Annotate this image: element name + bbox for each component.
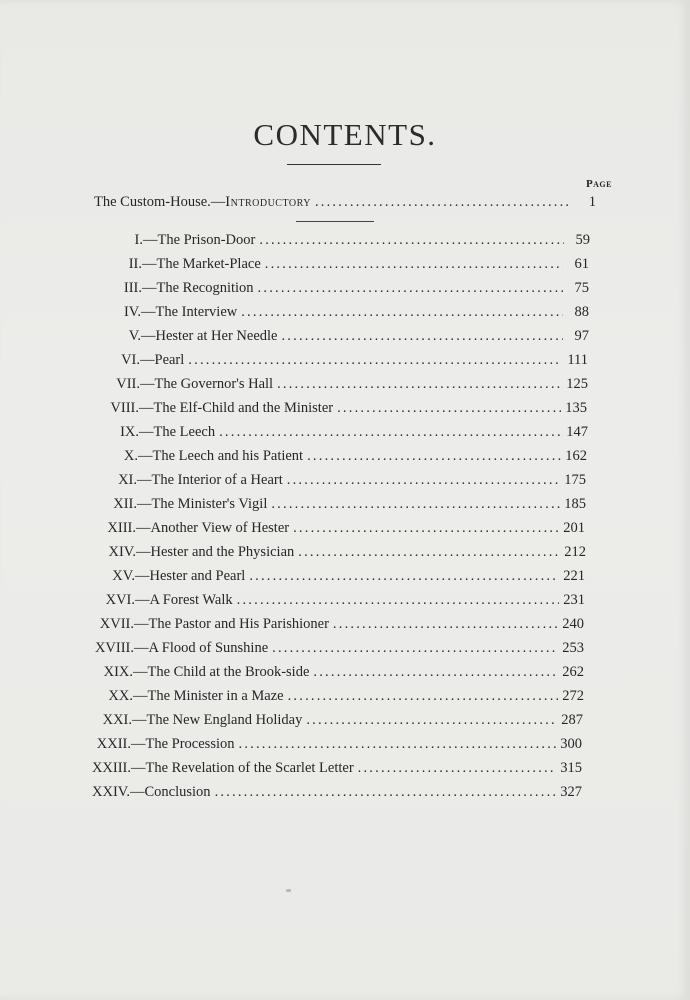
chapter-number: XXII. [96,736,131,752]
dot-leader [219,424,562,441]
chapter-title: The Market-Place [156,256,261,272]
chapter-number: V. [128,328,141,344]
toc-entry [86,280,589,300]
em-dash: — [138,448,153,464]
chapter-number: II. [128,256,142,272]
chapter-page-number: 61 [574,256,589,272]
toc-entry [77,688,584,708]
page-title: CONTENTS. [253,117,437,152]
chapter-title: The Revelation of the Scarlet Letter [145,760,354,776]
em-dash: — [131,736,146,752]
toc-entry [79,592,585,612]
dot-leader [337,400,561,417]
chapter-title: The Leech and his Patient [152,448,304,464]
toc-entry [84,352,588,372]
toc-entry [85,304,589,324]
chapter-page-number: 88 [574,304,589,320]
chapter-title: Conclusion [144,784,211,800]
em-dash: — [136,544,151,560]
chapter-page-number: 125 [566,376,588,392]
page-mark [286,889,291,892]
chapter-number: VIII. [110,400,139,416]
toc-entry [86,256,589,276]
em-dash: — [130,784,145,800]
dot-leader [259,232,564,249]
em-dash: — [139,424,154,440]
chapter-number: XXIII. [91,760,131,776]
toc-entry [84,376,588,396]
toc-entry [74,784,582,804]
em-dash: — [141,328,156,344]
chapter-page-number: 253 [562,640,584,656]
toc-entry [82,448,587,468]
toc-entry [77,664,584,684]
dot-leader [358,760,556,777]
dot-leader [307,448,561,465]
toc-entry [75,736,582,756]
chapter-number: XIX. [103,664,133,680]
chapter-title: The Child at the Brook-side [147,664,310,680]
dot-leader [288,688,558,705]
toc-entry [78,640,584,660]
chapter-page-number: 287 [561,712,583,728]
intro-subtitle: Introductory [225,194,311,210]
chapter-number: XIV. [108,544,136,560]
chapter-number: XV. [112,568,135,584]
page-column-heading: Page [585,178,612,190]
chapter-page-number: 221 [563,568,585,584]
em-dash: — [142,280,157,296]
chapter-title: Hester at Her Needle [155,328,278,344]
em-dash: — [137,496,152,512]
section-rule [296,221,374,222]
chapter-number: XI. [118,472,137,488]
chapter-number: I. [134,232,143,248]
em-dash: — [142,256,157,272]
dot-leader [237,592,559,609]
em-dash: — [131,760,146,776]
dot-leader [298,544,560,561]
chapter-number: XIII. [107,520,136,536]
em-dash: — [136,520,151,536]
dot-leader [313,664,558,681]
chapter-page-number: 147 [566,424,588,440]
chapter-title: The Pastor and His Parishioner [148,616,329,632]
chapter-page-number: 231 [563,592,585,608]
title-rule [287,164,381,165]
chapter-page-number: 175 [564,472,586,488]
toc-entry [81,472,586,492]
chapter-number: XVII. [99,616,134,632]
chapter-title: The Leech [153,424,216,440]
chapter-title: The Prison-Door [157,232,256,248]
em-dash: — [141,304,156,320]
toc-entry [87,232,590,252]
chapter-page-number: 185 [564,496,586,512]
em-dash: — [133,688,148,704]
intro-page-number: 1 [588,194,596,210]
chapter-number: X. [123,448,138,464]
chapter-title: The Interior of a Heart [151,472,283,488]
em-dash: — [134,640,149,656]
toc-entry [78,616,584,636]
chapter-number: XXI. [102,712,132,728]
dot-leader [315,194,570,211]
chapter-page-number: 315 [560,760,582,776]
em-dash: — [143,232,158,248]
toc-entry [83,400,587,420]
chapter-title: The Minister in a Maze [147,688,284,704]
chapter-page-number: 300 [560,736,582,752]
dot-leader [293,520,559,537]
chapter-page-number: 59 [575,232,590,248]
toc-entry [79,568,585,588]
chapter-page-number: 201 [563,520,585,536]
chapter-number: XXIV. [92,784,130,800]
chapter-number: III. [123,280,142,296]
chapter-page-number: 212 [564,544,586,560]
chapter-title: The Governor's Hall [154,376,274,392]
toc-entry [83,424,588,444]
toc-entry-introductory [94,194,596,211]
chapter-number: VII. [116,376,140,392]
dot-leader [188,352,562,369]
dot-leader [281,328,563,345]
dot-leader [271,496,560,513]
em-dash: — [133,664,148,680]
toc-entry [75,760,582,780]
toc-entry [76,712,583,732]
chapter-title: Another View of Hester [150,520,290,536]
dot-leader [241,304,563,321]
dot-leader [258,280,563,297]
chapter-title: The Procession [145,736,235,752]
dot-leader [287,472,560,489]
chapter-number: XVIII. [94,640,134,656]
dot-leader [306,712,557,729]
toc-entry [85,328,589,348]
em-dash: — [140,376,155,392]
chapter-number: XII. [113,496,137,512]
dot-leader [333,616,558,633]
chapter-page-number: 162 [565,448,587,464]
dot-leader [277,376,562,393]
chapter-page-number: 111 [567,352,588,368]
toc-entry [80,520,585,540]
chapter-title: The Minister's Vigil [151,496,268,512]
dot-leader [239,736,557,753]
chapter-title: The Interview [155,304,238,320]
chapter-number: XVI. [105,592,135,608]
chapter-number: IV. [123,304,141,320]
chapter-page-number: 135 [565,400,587,416]
chapter-number: XX. [108,688,133,704]
em-dash: — [139,400,154,416]
chapter-page-number: 97 [574,328,589,344]
dot-leader [272,640,558,657]
em-dash: — [134,616,149,632]
dot-leader [249,568,559,585]
toc-entry [80,544,586,564]
chapter-page-number: 240 [562,616,584,632]
em-dash: — [135,592,150,608]
em-dash: — [135,568,150,584]
toc-entry [81,496,586,516]
chapter-title: The New England Holiday [146,712,303,728]
chapter-page-number: 75 [574,280,589,296]
chapter-page-number: 327 [560,784,582,800]
chapter-page-number: 272 [562,688,584,704]
chapter-number: VI. [121,352,140,368]
chapter-title: A Forest Walk [149,592,233,608]
chapter-page-number: 262 [562,664,584,680]
chapter-title: Pearl [154,352,185,368]
chapter-title: The Elf-Child and the Minister [153,400,334,416]
em-dash: — [132,712,147,728]
intro-title: The Custom-House.— [94,194,226,210]
dot-leader [215,784,556,801]
chapter-title: Hester and the Physician [150,544,295,560]
chapter-number: IX. [120,424,139,440]
chapter-title: A Flood of Sunshine [148,640,269,656]
em-dash: — [140,352,155,368]
chapter-title: Hester and Pearl [149,568,246,584]
em-dash: — [137,472,152,488]
chapter-title: The Recognition [156,280,254,296]
dot-leader [265,256,563,273]
